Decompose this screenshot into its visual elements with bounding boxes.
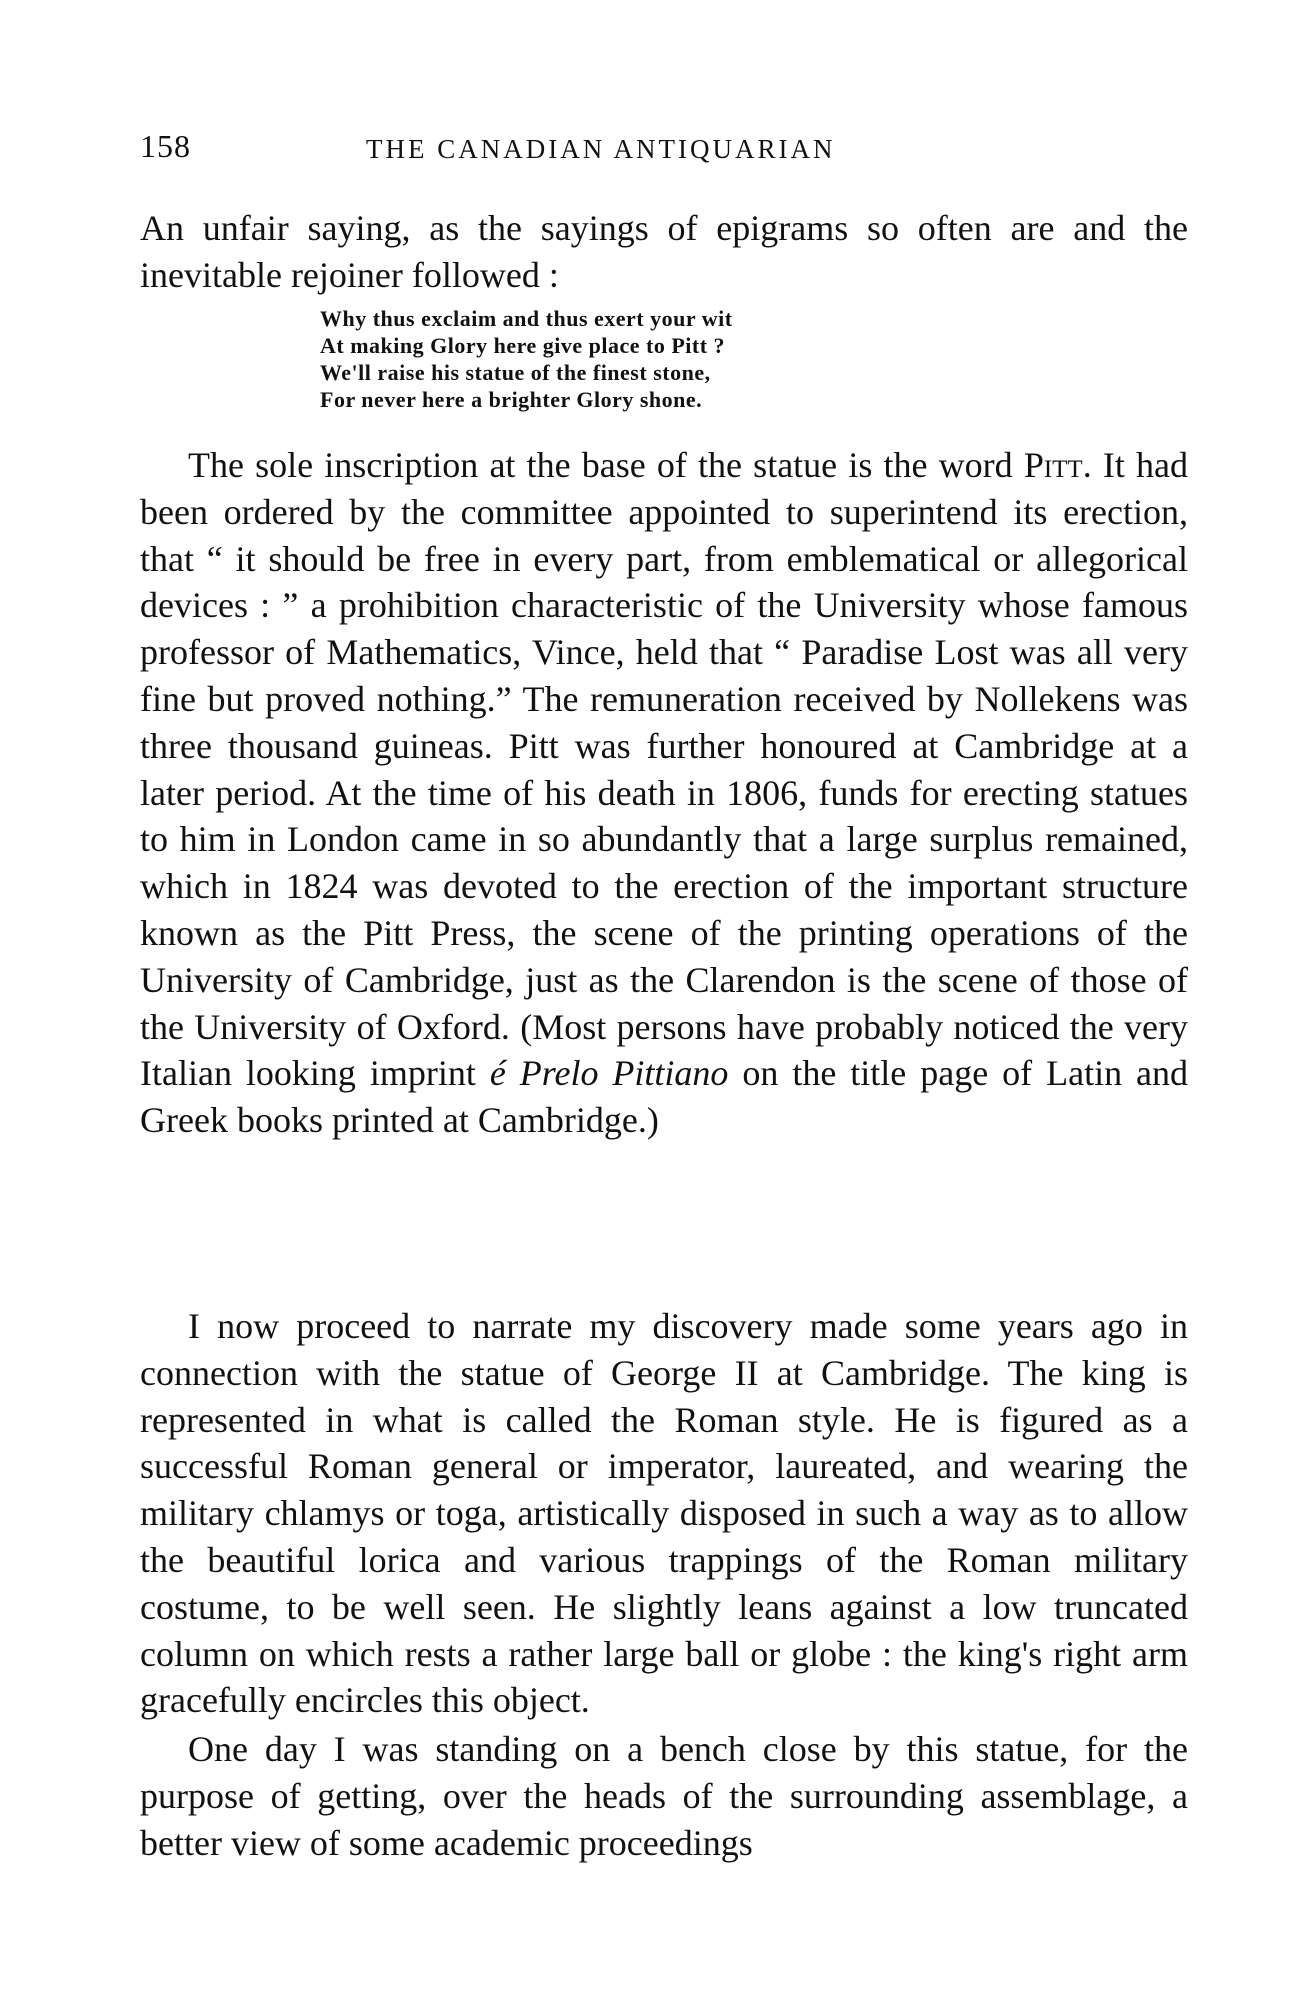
imprint-phrase: é Prelo Pittiano <box>489 1053 729 1094</box>
epigram-verse <box>320 305 960 413</box>
running-title: THE CANADIAN ANTIQUARIAN <box>366 134 836 164</box>
paragraph-bench: One day I was standing on a bench close by this statue, for the purpose of getting, over the heads of the surrounding assemblage, a better view of some academic proceedings <box>140 1729 1188 1863</box>
page-number: 158 <box>140 128 191 164</box>
verse-line: We'll raise his statue of the finest stone, <box>320 360 711 385</box>
page-header <box>140 128 1190 178</box>
inscription-word: Pitt <box>1023 445 1083 485</box>
paragraph-epigram-intro: An unfair saying, as the sayings of epigrams so often are and the inevitable rejoiner followed : <box>140 208 1188 295</box>
verse-line: Why thus exclaim and thus exert your wit <box>320 306 733 331</box>
paragraph-pitt-inscription <box>140 442 1188 1144</box>
paragraph-text: . It had been ordered by the committee appointed to superintend its erection, that “ it should be free in every part, from emblematical or allegorical devices : ” a prohibition characteristic of the University whose famous professor of Mathematics, Vince, held that “ Paradise Lost was all very fine but proved nothing.” The remuneration received by Nollekens was three thousand guineas. Pitt was further honoured at Cambridge at a later period. At the time of his death in 1806, funds for erecting statues to him in London came in so abundantly that a large surplus remained, which in 1824 was devoted to the erection of the important structure known as the Pitt Press, the scene of the printing operations of the University of Cambridge, just as the Clarendon is the scene of those of the University of Oxford. (Most persons have probably noticed the very Italian looking imprint <box>140 445 1189 1094</box>
paragraph-george-statue: I now proceed to narrate my discovery made some years ago in connection with the statue of George II at Cambridge. The king is represented in what is called the Roman style. He is figured as a successful Roman general or imperator, laureated, and wearing the military chlamys or toga, artistically disposed in such a way as to allow the beautiful lorica and various trappings of the Roman military costume, to be well seen. He slightly leans against a low truncated column on which rests a rather large ball or globe : the king's right arm gracefully encircles this object. <box>140 1306 1188 1721</box>
paragraph-text: on the title page of Latin and Greek books printed at Cambridge.) <box>140 1053 1189 1141</box>
verse-line: For never here a brighter Glory shone. <box>320 387 703 412</box>
paragraph-text: The sole inscription at the base of the statue is the word <box>188 445 1013 485</box>
verse-line: At making Glory here give place to Pitt ? <box>320 333 726 358</box>
